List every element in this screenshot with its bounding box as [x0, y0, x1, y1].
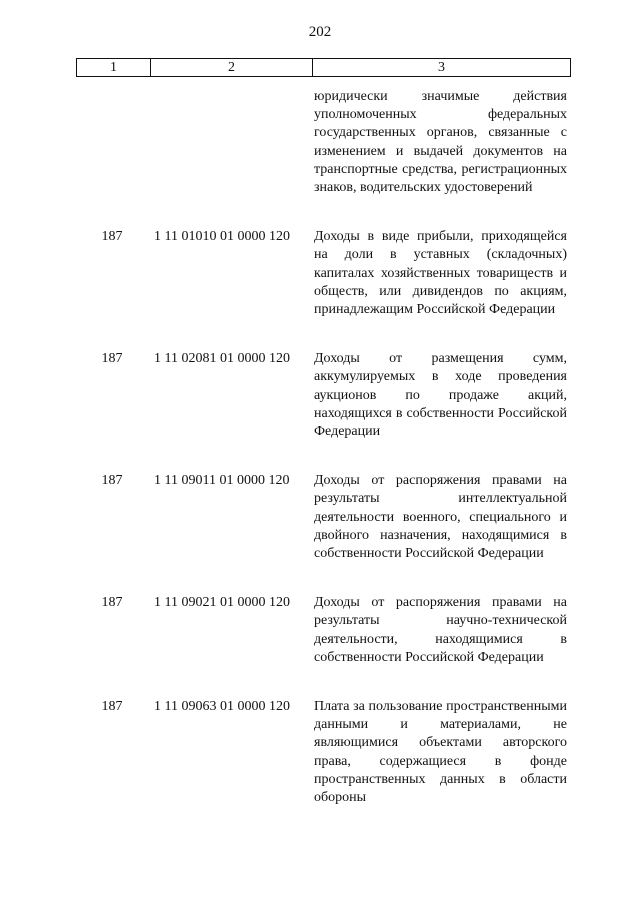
revenue-code: 1 11 02081 01 0000 120 [154, 351, 290, 367]
table-row [76, 88, 571, 197]
table-row [76, 594, 571, 667]
table-body [76, 88, 571, 807]
header-col-3: 3 [438, 59, 445, 75]
revenue-name: Доходы в виде прибыли, приходящейся на доли в уставных (складочных) капиталах хозяйственных товариществ и обществ, или дивидендов по акциям, принадлежащим Российской Федерации [314, 229, 567, 318]
page-number: 202 [308, 24, 332, 40]
revenue-code: 1 11 09063 01 0000 120 [154, 699, 290, 715]
revenue-name: Доходы от размещения сумм, аккумулируемых в ходе проведения аукционов по продаже акций, находящихся в собственности Российской Федерации [314, 351, 567, 440]
header-col-2: 2 [151, 59, 313, 76]
header-col-1: 1 [77, 59, 151, 76]
admin-code: 187 [101, 595, 123, 611]
table-header [76, 58, 571, 77]
table-row [76, 472, 571, 563]
admin-code: 187 [101, 473, 123, 489]
revenue-name: Плата за пользование пространственными данными и материалами, не являющимися объектами авторского права, содержащиеся в фонде пространственных данных в области обороны [314, 699, 567, 806]
revenue-name: Доходы от распоряжения правами на результаты интеллектуальной деятельности военного, специального и двойного назначения, находящимися в собственности Российской Федерации [314, 473, 567, 562]
revenue-code: 1 11 09021 01 0000 120 [154, 595, 290, 611]
admin-code: 187 [101, 351, 123, 367]
revenue-name: юридически значимые действия уполномоченных федеральных государственных органов, связанные с изменением и выдачей документов на транспортные средства, регистрационных знаков, водительских удостоверений [314, 89, 567, 196]
revenue-name: Доходы от распоряжения правами на результаты научно-технической деятельности, находящимися в собственности Российской Федерации [314, 595, 567, 665]
admin-code: 187 [101, 229, 123, 245]
revenue-code: 1 11 09011 01 0000 120 [154, 473, 290, 489]
table-row [76, 228, 571, 319]
admin-code: 187 [101, 699, 123, 715]
table-row [76, 698, 571, 807]
table-row [76, 350, 571, 441]
revenue-code: 1 11 01010 01 0000 120 [154, 229, 290, 245]
